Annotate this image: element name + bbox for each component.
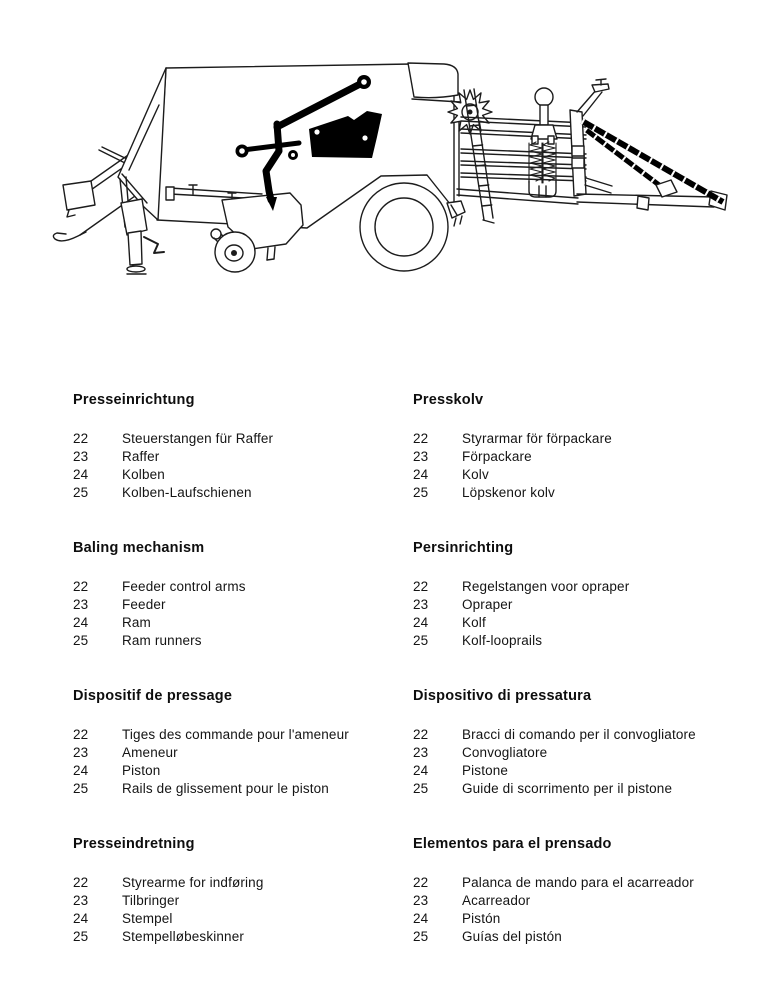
parts-item xyxy=(73,430,413,448)
parts-item xyxy=(413,430,759,448)
baler-diagram xyxy=(0,6,772,310)
item-label: Stempelløbeskinner xyxy=(122,929,245,944)
item-label: Stempel xyxy=(122,911,173,926)
section-title: Presseindretning xyxy=(73,836,195,852)
parts-item xyxy=(413,632,759,650)
item-number: 24 xyxy=(413,911,429,926)
parts-item xyxy=(413,762,759,780)
spring-hanger xyxy=(531,88,557,144)
item-number: 22 xyxy=(73,579,89,594)
section-dispositif-de-pressage xyxy=(73,688,413,836)
item-label: Convogliatore xyxy=(462,745,548,760)
parts-item xyxy=(413,466,759,484)
item-number: 24 xyxy=(413,615,429,630)
parts-item xyxy=(413,614,759,632)
coil-springs xyxy=(529,142,556,197)
item-label: Guías del pistón xyxy=(462,929,562,944)
section-title: Dispositivo di pressatura xyxy=(413,688,592,704)
section-dispositivo-di-pressatura xyxy=(413,688,759,836)
parts-item xyxy=(413,448,759,466)
section-title: Elementos para el prensado xyxy=(413,836,612,852)
parts-item xyxy=(73,928,413,946)
parts-item xyxy=(73,892,413,910)
item-number: 22 xyxy=(73,875,89,890)
item-label: Löpskenor kolv xyxy=(462,485,555,500)
item-number: 22 xyxy=(413,579,429,594)
item-label: Pistone xyxy=(462,763,509,778)
section-title: Persinrichting xyxy=(413,540,514,556)
item-label: Ram runners xyxy=(122,633,202,648)
item-number: 24 xyxy=(413,763,429,778)
parts-item xyxy=(73,596,413,614)
parts-item xyxy=(73,780,413,798)
item-label: Kolben-Laufschienen xyxy=(122,485,252,500)
section-baling-mechanism xyxy=(73,540,413,688)
parts-item xyxy=(413,744,759,762)
parts-item xyxy=(413,910,759,928)
item-label: Regelstangen voor opraper xyxy=(462,579,630,594)
item-number: 23 xyxy=(413,449,429,464)
item-label: Bracci di comando per il convogliatore xyxy=(462,727,696,742)
item-number: 25 xyxy=(413,633,429,648)
item-label: Tiges des commande pour l'ameneur xyxy=(122,727,349,742)
parts-item xyxy=(73,726,413,744)
item-number: 25 xyxy=(413,781,429,796)
item-number: 23 xyxy=(73,449,89,464)
item-number: 24 xyxy=(413,467,429,482)
item-number: 22 xyxy=(73,431,89,446)
parts-lists xyxy=(73,392,759,984)
parts-item xyxy=(413,578,759,596)
item-number: 25 xyxy=(73,781,89,796)
item-label: Acarreador xyxy=(462,893,531,908)
parts-item xyxy=(73,874,413,892)
item-label: Rails de glissement pour le piston xyxy=(122,781,329,796)
item-label: Förpackare xyxy=(462,449,532,464)
item-label: Ram xyxy=(122,615,151,630)
section-persinrichting xyxy=(413,540,759,688)
item-label: Styrarmar för förpackare xyxy=(462,431,612,446)
road-wheel xyxy=(360,183,448,271)
parts-item xyxy=(73,578,413,596)
parts-item xyxy=(73,632,413,650)
item-label: Guide di scorrimento per il pistone xyxy=(462,781,673,796)
section-presseindretning xyxy=(73,836,413,984)
item-number: 24 xyxy=(73,911,89,926)
front-step-bracket xyxy=(447,201,465,226)
item-number: 25 xyxy=(73,929,89,944)
item-number: 23 xyxy=(73,597,89,612)
parts-item xyxy=(73,744,413,762)
upper-bracket-arm xyxy=(577,79,609,116)
item-number: 25 xyxy=(413,929,429,944)
item-number: 24 xyxy=(73,467,89,482)
item-number: 22 xyxy=(413,431,429,446)
parts-item xyxy=(413,928,759,946)
item-number: 23 xyxy=(413,597,429,612)
item-label: Kolben xyxy=(122,467,165,482)
item-label: Kolf-looprails xyxy=(462,633,543,648)
item-number: 23 xyxy=(73,893,89,908)
item-number: 24 xyxy=(73,763,89,778)
section-title: Presseinrichtung xyxy=(73,392,195,408)
item-number: 25 xyxy=(73,633,89,648)
item-label: Pistón xyxy=(462,911,501,926)
item-label: Kolv xyxy=(462,467,489,482)
item-label: Piston xyxy=(122,763,161,778)
parts-item xyxy=(73,448,413,466)
item-label: Palanca de mando para el acarreador xyxy=(462,875,694,890)
parts-item xyxy=(73,910,413,928)
item-label: Styrearme for indføring xyxy=(122,875,264,890)
section-elementos-para-el-prensado xyxy=(413,836,759,984)
item-label: Steuerstangen für Raffer xyxy=(122,431,274,446)
section-title: Baling mechanism xyxy=(73,540,205,556)
item-number: 22 xyxy=(73,727,89,742)
item-number: 24 xyxy=(73,615,89,630)
tie-bars xyxy=(582,121,723,202)
item-number: 22 xyxy=(413,875,429,890)
item-number: 23 xyxy=(413,893,429,908)
parts-item xyxy=(413,780,759,798)
parts-item xyxy=(73,614,413,632)
section-title: Dispositif de pressage xyxy=(73,688,233,704)
parts-item xyxy=(73,762,413,780)
item-number: 25 xyxy=(413,485,429,500)
parts-item xyxy=(413,484,759,502)
item-number: 23 xyxy=(73,745,89,760)
section-title: Presskolv xyxy=(413,392,484,408)
front-cover xyxy=(408,63,460,102)
item-label: Feeder control arms xyxy=(122,579,246,594)
parts-item xyxy=(73,484,413,502)
item-label: Tilbringer xyxy=(122,893,180,908)
item-number: 22 xyxy=(413,727,429,742)
parts-item xyxy=(413,596,759,614)
item-label: Kolf xyxy=(462,615,486,630)
item-label: Feeder xyxy=(122,597,166,612)
parts-item xyxy=(413,874,759,892)
parts-item xyxy=(413,726,759,744)
item-label: Opraper xyxy=(462,597,513,612)
section-presseinrichtung xyxy=(73,392,413,540)
item-label: Ameneur xyxy=(122,745,178,760)
parts-item xyxy=(73,466,413,484)
section-presskolv xyxy=(413,392,759,540)
parts-item xyxy=(413,892,759,910)
item-number: 23 xyxy=(413,745,429,760)
pickup-frame-beams xyxy=(457,117,586,204)
item-label: Raffer xyxy=(122,449,160,464)
item-number: 25 xyxy=(73,485,89,500)
